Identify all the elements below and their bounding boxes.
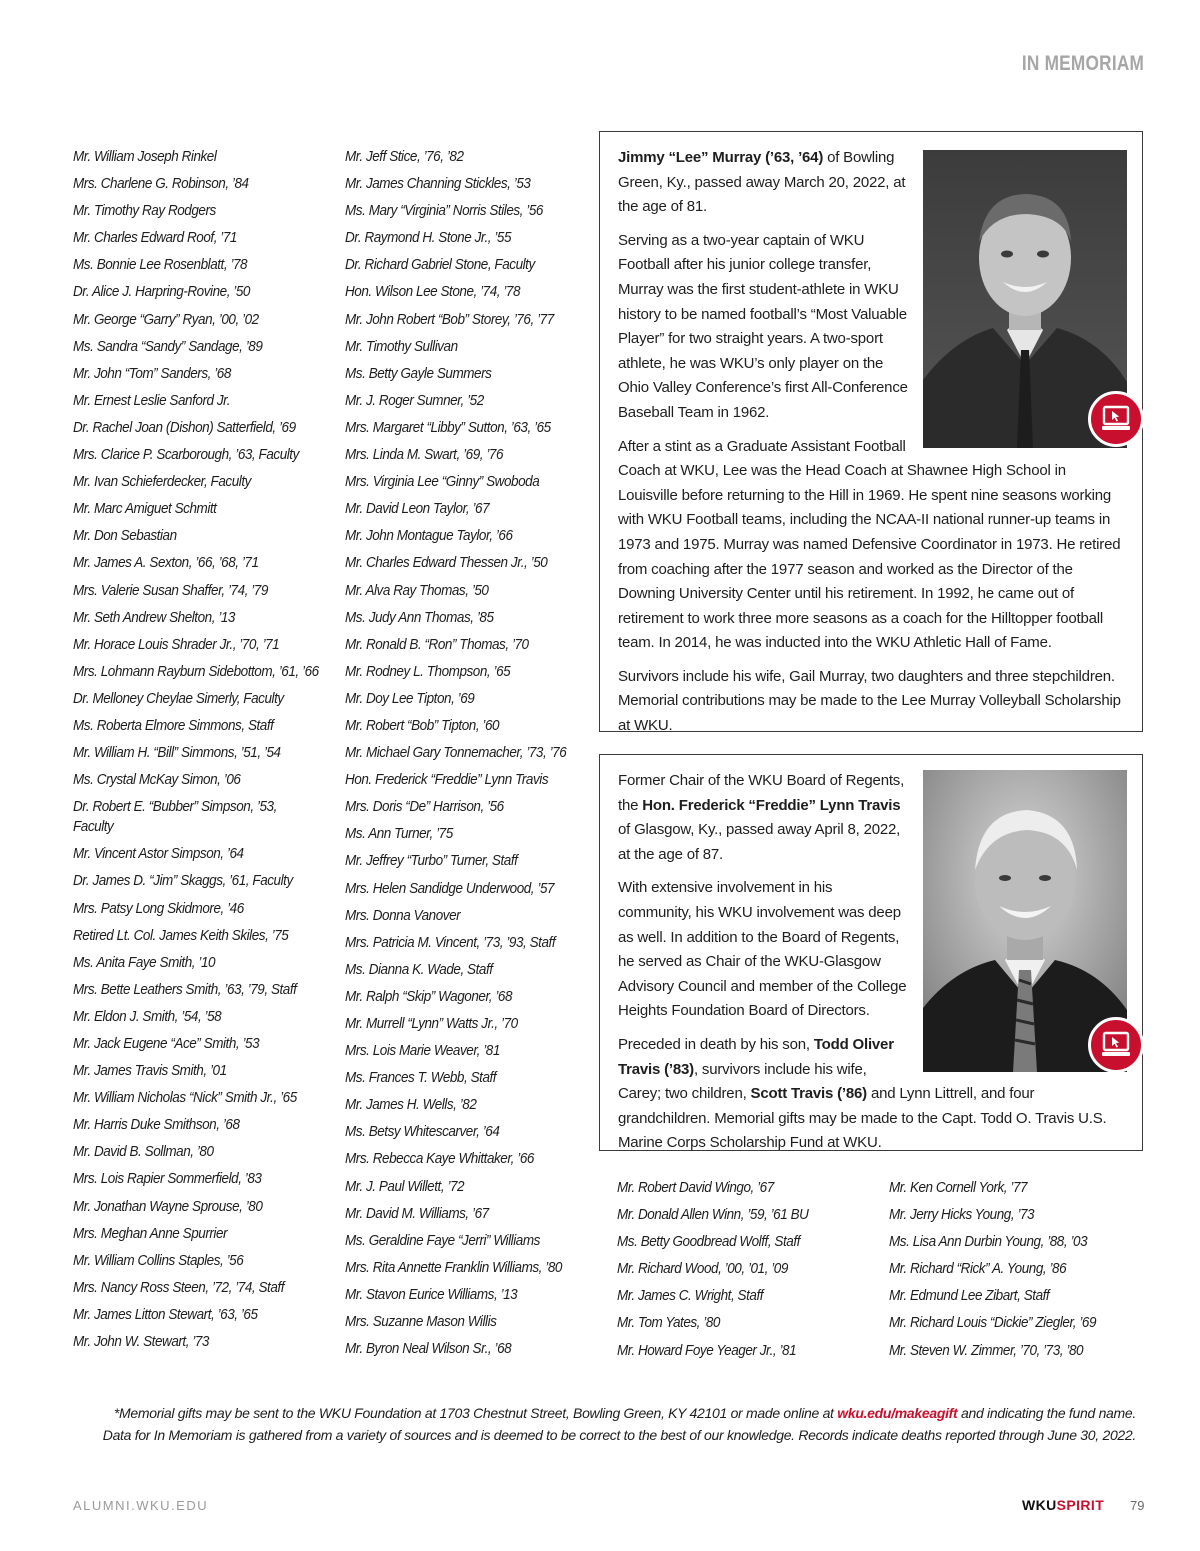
memorial-name-item: Mr. Richard “Rick” A. Young, ’86 — [889, 1260, 1067, 1278]
memorial-name-item: Mr. William H. “Bill” Simmons, ’51, ’54 — [73, 744, 281, 762]
memorial-name-item: Mr. James H. Wells, ’82 — [345, 1096, 477, 1114]
computer-monitor-icon — [1101, 1031, 1131, 1059]
section-title: IN MEMORIAM — [1021, 52, 1144, 75]
memorial-name-item: Ms. Dianna K. Wade, Staff — [345, 960, 493, 978]
page-number: 79 — [1130, 1498, 1145, 1513]
memorial-list-column-2 — [345, 147, 595, 1366]
memorial-name-item: Mrs. Lohmann Rayburn Sidebottom, ’61, ’66 — [73, 662, 319, 680]
memorial-name-item: Mr. Michael Gary Tonnemacher, ’73, ’76 — [345, 744, 567, 762]
memorial-name-item: Dr. Richard Gabriel Stone, Faculty — [345, 256, 535, 274]
memorial-name-item: Mr. William Collins Staples, ’56 — [73, 1251, 244, 1269]
memorial-name-item: Dr. Rachel Joan (Dishon) Satterfield, ’69 — [73, 418, 296, 436]
obituary-murray-name: Jimmy “Lee” Murray (’63, ’64) — [618, 149, 824, 166]
memorial-name-item: Mrs. Patsy Long Skidmore, ’46 — [73, 899, 244, 917]
memorial-name-item: Mrs. Rebecca Kaye Whittaker, ’66 — [345, 1150, 534, 1168]
memorial-name-item: Mr. Timothy Sullivan — [345, 337, 458, 355]
computer-monitor-icon — [1101, 405, 1131, 433]
memorial-name-item: Mr. Edmund Lee Zibart, Staff — [889, 1287, 1050, 1305]
obituary-box-murray — [599, 131, 1143, 735]
footer-brand-logo: WKUSPIRIT — [1022, 1497, 1105, 1513]
memorial-name-item: Mrs. Clarice P. Scarborough, ’63, Faculty — [73, 446, 299, 464]
memorial-name-item: Ms. Bonnie Lee Rosenblatt, ’78 — [73, 256, 248, 274]
memorial-name-item: Ms. Ann Turner, ’75 — [345, 825, 453, 843]
memorial-list-column-3 — [617, 1178, 877, 1368]
memorial-name-item: Mrs. Margaret “Libby” Sutton, ’63, ’65 — [345, 418, 551, 436]
memorial-list-column-1 — [73, 147, 338, 1359]
memorial-name-item: Mr. Howard Foye Yeager Jr., ’81 — [617, 1341, 797, 1359]
memorial-name-item: Ms. Crystal McKay Simon, ’06 — [73, 771, 241, 789]
memorial-name-item: Mr. John “Tom” Sanders, ’68 — [73, 364, 231, 382]
memorial-name-item: Mr. Tom Yates, ’80 — [617, 1314, 720, 1332]
memorial-name-item: Mr. Ronald B. “Ron” Thomas, ’70 — [345, 635, 529, 653]
memorial-name-item: Mr. William Joseph Rinkel — [73, 148, 217, 165]
memorial-name-item: Mr. James Travis Smith, ’01 — [73, 1062, 227, 1080]
memorial-name-item: Mr. James A. Sexton, ’66, ’68, ’71 — [73, 554, 259, 572]
memorial-name-item: Mrs. Nancy Ross Steen, ’72, ’74, Staff — [73, 1278, 285, 1296]
memorial-name-item: Mrs. Lois Marie Weaver, ’81 — [345, 1042, 500, 1060]
memorial-name-item: Mrs. Lois Rapier Sommerfield, ’83 — [73, 1170, 262, 1188]
memorial-name-item: Dr. Alice J. Harpring-Rovine, ’50 — [73, 283, 250, 301]
memorial-name-item: Mr. Jonathan Wayne Sprouse, ’80 — [73, 1197, 263, 1215]
memorial-name-item: Mr. Ernest Leslie Sanford Jr. — [73, 391, 231, 409]
memorial-name-item: Mr. Richard Louis “Dickie” Ziegler, ’69 — [889, 1314, 1097, 1332]
memorial-name-item: Ms. Mary “Virginia” Norris Stiles, ’56 — [345, 202, 543, 220]
memorial-name-item: Mr. John Montague Taylor, ’66 — [345, 527, 513, 545]
footer-url[interactable]: ALUMNI.WKU.EDU — [73, 1498, 209, 1513]
memorial-name-item: Mr. Robert “Bob” Tipton, ’60 — [345, 716, 500, 734]
memorial-name-item: Mr. Timothy Ray Rodgers — [73, 202, 216, 220]
memorial-name-item: Dr. James D. “Jim” Skaggs, ’61, Faculty — [73, 872, 293, 890]
memorial-name-item: Ms. Roberta Elmore Simmons, Staff — [73, 716, 274, 734]
memorial-name-item: Mr. Richard Wood, ’00, ’01, ’09 — [617, 1260, 788, 1278]
memorial-name-item: Mr. Robert David Wingo, ’67 — [617, 1179, 774, 1196]
memorial-name-item: Mr. Marc Amiguet Schmitt — [73, 500, 217, 518]
memorial-footnote: *Memorial gifts may be sent to the WKU Foundation at 1703 Chestnut Street, Bowling Green, KY 42101 or made online at wku.edu/makeagift and indicating the fund name. Data for In Memoriam is gathered from a variety of sources and is deemed to be correct to the best of our knowledge. Records indicate deaths reported through June 30, 2022. — [102, 1405, 1136, 1443]
memorial-name-item: Mr. James Litton Stewart, ’63, ’65 — [73, 1305, 258, 1323]
memorial-name-item: Mr. James Channing Stickles, ’53 — [345, 175, 531, 193]
memorial-name-item: Mr. George “Garry” Ryan, ’00, ’02 — [73, 310, 259, 328]
memorial-name-item: Ms. Geraldine Faye “Jerri” Williams — [345, 1231, 540, 1249]
memorial-name-item: Ms. Betty Goodbread Wolff, Staff — [617, 1233, 800, 1251]
memorial-name-item: Mr. David M. Williams, ’67 — [345, 1204, 489, 1222]
obituary-travis-child-name: Scott Travis (’86) — [750, 1085, 867, 1103]
memorial-name-item: Dr. Robert E. “Bubber” Simpson, ’53, Faculty — [73, 798, 277, 836]
obituary-murray-paragraph-1: Jimmy “Lee” Murray (’63, ’64) of Bowling Green, Ky., passed away March 20, 2022, at the age of 81. — [618, 149, 906, 216]
memorial-name-item: Mrs. Meghan Anne Spurrier — [73, 1224, 228, 1242]
memorial-name-item: Mr. Stavon Eurice Williams, ’13 — [345, 1285, 518, 1303]
obituary-murray-paragraph-3: After a stint as a Graduate Assistant Football Coach at WKU, Lee was the Head Coach at Shawnee High School in Louisville before returning to the Hill in 1969. He spent nine seasons working with WKU Football teams, including the NCAA-II national runner-up teams in 1973 and 1975. Murray was named Defensive Coordinator in 1973. He retired from coaching after the 1977 season and worked as the Director of the Downing University Center until his retirement. In 1992, he came out of retirement to work three more seasons as a coach for the Hilltopper football team. In 2014, he was inducted into the WKU Athletic Hall of Fame. — [618, 437, 1121, 652]
memorial-name-item: Mr. Ken Cornell York, ’77 — [889, 1179, 1028, 1196]
memorial-name-item: Ms. Anita Faye Smith, ’10 — [73, 953, 216, 971]
obituary-murray-paragraph-2: Serving as a two-year captain of WKU Football after his junior college transfer, Murray was the first student-athlete in WKU history to be named football’s “Most Valuable Player” for two straight years. A two-sport athlete, he was WKU’s only player on the Ohio Valley Conference’s first All-Conference Baseball Team in 1962. — [618, 231, 908, 421]
memorial-name-item: Mr. John Robert “Bob” Storey, ’76, ’77 — [345, 310, 554, 328]
memorial-name-item: Ms. Judy Ann Thomas, ’85 — [345, 608, 494, 626]
obituary-travis-paragraph-3: Preceded in death by his son, Todd Oliver Travis (’83), survivors include his wife, Carey; two children, Scott Travis (’86) and Lynn Littrell, and four grandchildren. Memorial gifts may be made to the Capt. Todd O. Travis U.S. Marine Corps Scholarship Fund at WKU. — [618, 1035, 1107, 1152]
memorial-name-item: Mr. J. Paul Willett, ’72 — [345, 1177, 465, 1195]
memorial-name-item: Dr. Raymond H. Stone Jr., ’55 — [345, 229, 512, 247]
memorial-name-item: Mr. Donald Allen Winn, ’59, ’61 BU — [617, 1206, 809, 1224]
memorial-name-item: Mrs. Rita Annette Franklin Williams, ’80 — [345, 1258, 562, 1276]
video-link-badge-murray[interactable] — [1088, 391, 1144, 447]
memorial-name-item: Mr. James C. Wright, Staff — [617, 1287, 764, 1305]
memorial-name-item: Mr. Don Sebastian — [73, 527, 177, 545]
memorial-name-item: Mrs. Suzanne Mason Willis — [345, 1313, 497, 1331]
obituary-box-travis — [599, 754, 1143, 1151]
memorial-name-item: Mrs. Helen Sandidge Underwood, ’57 — [345, 879, 555, 897]
memorial-name-item: Mrs. Bette Leathers Smith, ’63, ’79, Staff — [73, 980, 297, 998]
obituary-travis-paragraph-2: With extensive involvement in his community, his WKU involvement was deep as well. In addition to the Board of Regents, he served as Chair of the WKU-Glasgow Advisory Council and member of the College Heights Foundation Board of Directors. — [618, 879, 907, 1020]
memorial-name-item: Mr. Eldon J. Smith, ’54, ’58 — [73, 1007, 222, 1025]
memorial-name-item: Retired Lt. Col. James Keith Skiles, ’75 — [73, 926, 289, 944]
obituary-travis-paragraph-1: Former Chair of the WKU Board of Regents, the Hon. Frederick “Freddie” Lynn Travis of Glasgow, Ky., passed away April 8, 2022, at the age of 87. — [618, 772, 905, 863]
memorial-name-item: Ms. Frances T. Webb, Staff — [345, 1069, 497, 1087]
memorial-name-item: Mr. Jack Eugene “Ace” Smith, ’53 — [73, 1035, 260, 1052]
memorial-name-item: Mrs. Virginia Lee “Ginny” Swoboda — [345, 473, 540, 491]
memorial-name-item: Dr. Melloney Cheylae Simerly, Faculty — [73, 689, 284, 707]
memorial-name-item: Mr. Murrell “Lynn” Watts Jr., ’70 — [345, 1015, 518, 1032]
memorial-name-item: Mr. John W. Stewart, ’73 — [73, 1333, 209, 1351]
memorial-list-column-4 — [889, 1178, 1149, 1368]
memorial-name-item: Mr. J. Roger Sumner, ’52 — [345, 391, 484, 409]
memorial-name-item: Mr. Steven W. Zimmer, ’70, ’73, ’80 — [889, 1341, 1084, 1359]
memorial-name-item: Mr. David Leon Taylor, ’67 — [345, 500, 490, 518]
memorial-name-item: Mr. Charles Edward Thessen Jr., ’50 — [345, 554, 548, 572]
memorial-name-item: Mrs. Linda M. Swart, ’69, ’76 — [345, 446, 504, 464]
memorial-name-item: Mr. Horace Louis Shrader Jr., ’70, ’71 — [73, 635, 280, 653]
memorial-name-item: Mrs. Doris “De” Harrison, ’56 — [345, 798, 504, 816]
memorial-name-item: Ms. Sandra “Sandy” Sandage, ’89 — [73, 337, 263, 355]
memorial-name-item: Mrs. Donna Vanover — [345, 906, 461, 924]
memorial-name-item: Mr. Charles Edward Roof, ’71 — [73, 229, 237, 247]
memorial-name-item: Mr. Ralph “Skip” Wagoner, ’68 — [345, 987, 513, 1005]
memorial-name-item: Mrs. Valerie Susan Shaffer, ’74, ’79 — [73, 581, 268, 599]
memorial-name-item: Mr. Jeffrey “Turbo” Turner, Staff — [345, 852, 518, 870]
memorial-name-item: Mr. David B. Sollman, ’80 — [73, 1143, 214, 1161]
memorial-name-item: Mr. Jerry Hicks Young, ’73 — [889, 1206, 1035, 1224]
make-a-gift-link[interactable]: wku.edu/makeagift — [837, 1405, 958, 1421]
memorial-name-item: Mr. Jeff Stice, ’76, ’82 — [345, 148, 464, 165]
memorial-name-item: Mr. Ivan Schieferdecker, Faculty — [73, 473, 251, 491]
obituary-travis-name: Hon. Frederick “Freddie” Lynn Travis — [642, 796, 901, 814]
memorial-name-item: Mr. Doy Lee Tipton, ’69 — [345, 689, 475, 707]
obituary-travis-son-name: Todd Oliver Travis (’83) — [618, 1035, 894, 1078]
video-link-badge-travis[interactable] — [1088, 1017, 1144, 1073]
memorial-name-item: Mr. Harris Duke Smithson, ’68 — [73, 1116, 240, 1134]
memorial-name-item: Mrs. Charlene G. Robinson, ’84 — [73, 175, 249, 193]
memorial-name-item: Mr. Rodney L. Thompson, ’65 — [345, 662, 511, 680]
memorial-name-item: Mr. Seth Andrew Shelton, ’13 — [73, 608, 235, 626]
memorial-name-item: Mr. Byron Neal Wilson Sr., ’68 — [345, 1340, 512, 1358]
memorial-name-item: Mr. William Nicholas “Nick” Smith Jr., ’65 — [73, 1089, 297, 1107]
memorial-name-item: Mr. Vincent Astor Simpson, ’64 — [73, 845, 244, 863]
memorial-name-item: Ms. Betsy Whitescarver, ’64 — [345, 1123, 500, 1141]
memorial-name-item: Hon. Wilson Lee Stone, ’74, ’78 — [345, 283, 521, 301]
obituary-murray-paragraph-4: Survivors include his wife, Gail Murray, two daughters and three stepchildren. Memorial contributions may be made to the Lee Murray Volleyball Scholarship at WKU. — [618, 667, 1121, 735]
memorial-name-item: Mrs. Patricia M. Vincent, ’73, ’93, Staff — [345, 933, 556, 951]
memorial-name-item: Hon. Frederick “Freddie” Lynn Travis — [345, 771, 549, 789]
memorial-name-item: Mr. Alva Ray Thomas, ’50 — [345, 581, 489, 599]
memorial-name-item: Ms. Betty Gayle Summers — [345, 364, 492, 382]
memorial-name-item: Ms. Lisa Ann Durbin Young, ’88, ’03 — [889, 1233, 1088, 1251]
